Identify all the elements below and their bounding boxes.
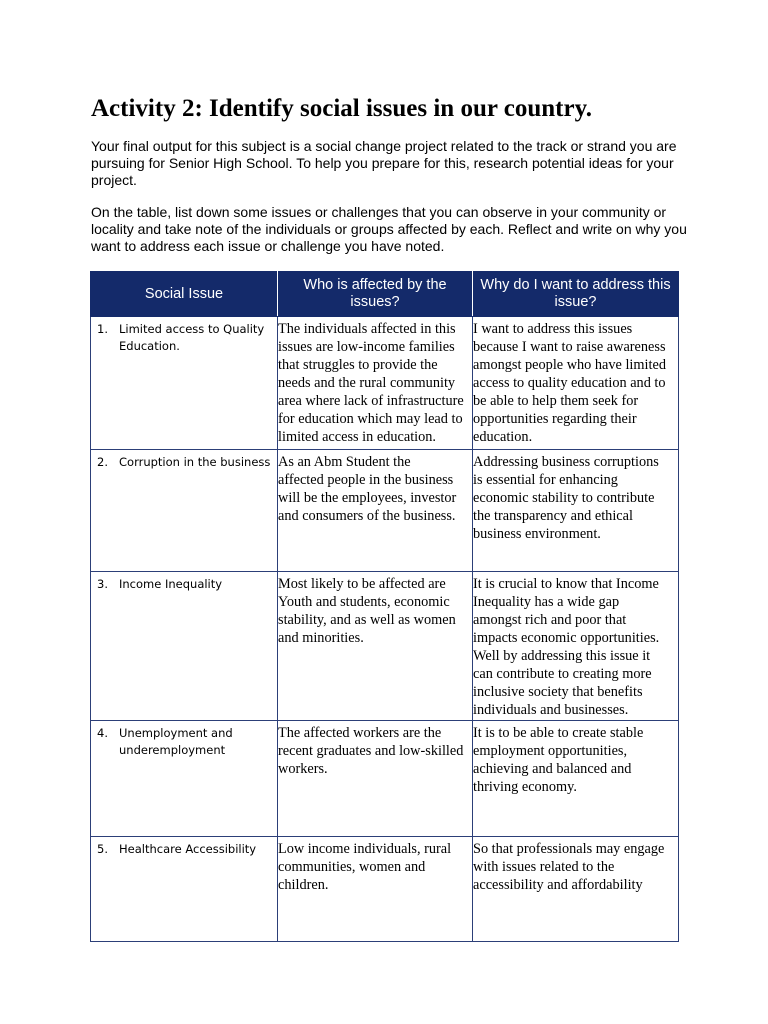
affected-cell: As an Abm Student the affected people in the business will be the employees, investor and consumers of the business. [278,450,473,572]
header-why-address: Why do I want to address this issue? [473,272,679,317]
issue-cell [91,317,278,450]
table-row [91,450,679,572]
table-row [91,837,679,942]
affected-cell: Low income individuals, rural communities, women and children. [278,837,473,942]
reason-cell: So that professionals may engage with issues related to the accessibility and affordability [473,837,679,942]
issue-number: 4. [97,726,108,740]
issue-label: Limited access to Quality Education. [119,322,265,353]
issue-label: Healthcare Accessibility [119,842,257,856]
table-row [91,721,679,837]
reason-cell: I want to address this issues because I want to raise awareness amongst people who have limited access to quality education and to be able to help them seek for opportunities regarding their education. [473,317,679,450]
table-row [91,572,679,721]
affected-cell: Most likely to be affected are Youth and students, economic stability, and as well as women and minorities. [278,572,473,721]
issue-cell [91,450,278,572]
issue-cell [91,837,278,942]
activity-title: Activity 2: Identify social issues in our country. [91,95,592,122]
issue-cell [91,721,278,837]
header-who-affected: Who is affected by the issues? [278,272,473,317]
reason-cell: Addressing business corruptions is essential for enhancing economic stability to contribute the transparency and ethical business environment. [473,450,679,572]
issue-number: 5. [97,842,108,856]
issue-cell [91,572,278,721]
issue-number: 1. [97,322,108,336]
issue-label: Income Inequality [119,577,223,591]
social-issues-table [90,271,679,942]
header-social-issue: Social Issue [91,272,278,317]
intro-paragraph: Your final output for this subject is a social change project related to the track or strand you are pursuing for Senior High School. To help you prepare for this, research potential ideas for your project. [91,138,677,188]
issue-number: 3. [97,577,108,591]
affected-cell: The affected workers are the recent graduates and low-skilled workers. [278,721,473,837]
reason-cell: It is to be able to create stable employment opportunities, achieving and balanced and thriving economy. [473,721,679,837]
affected-cell: The individuals affected in this issues are low-income families that struggles to provide the needs and the rural community area where lack of infrastructure for education which may lead to limited access in education. [278,317,473,450]
issue-label: Corruption in the business [119,455,271,469]
reason-cell: It is crucial to know that Income Inequality has a wide gap amongst rich and poor that impacts economic opportunities. Well by addressing this issue it can contribute to creating more inclusive society that benefits individuals and businesses. [473,572,679,721]
table-header-row [91,272,679,317]
issue-number: 2. [97,455,108,469]
table-row [91,317,679,450]
instructions-paragraph: On the table, list down some issues or challenges that you can observe in your community or locality and take note of the individuals or groups affected by each. Reflect and write on why you want to address each issue or challenge you have noted. [91,204,687,254]
issue-label: Unemployment and underemployment [119,726,233,757]
